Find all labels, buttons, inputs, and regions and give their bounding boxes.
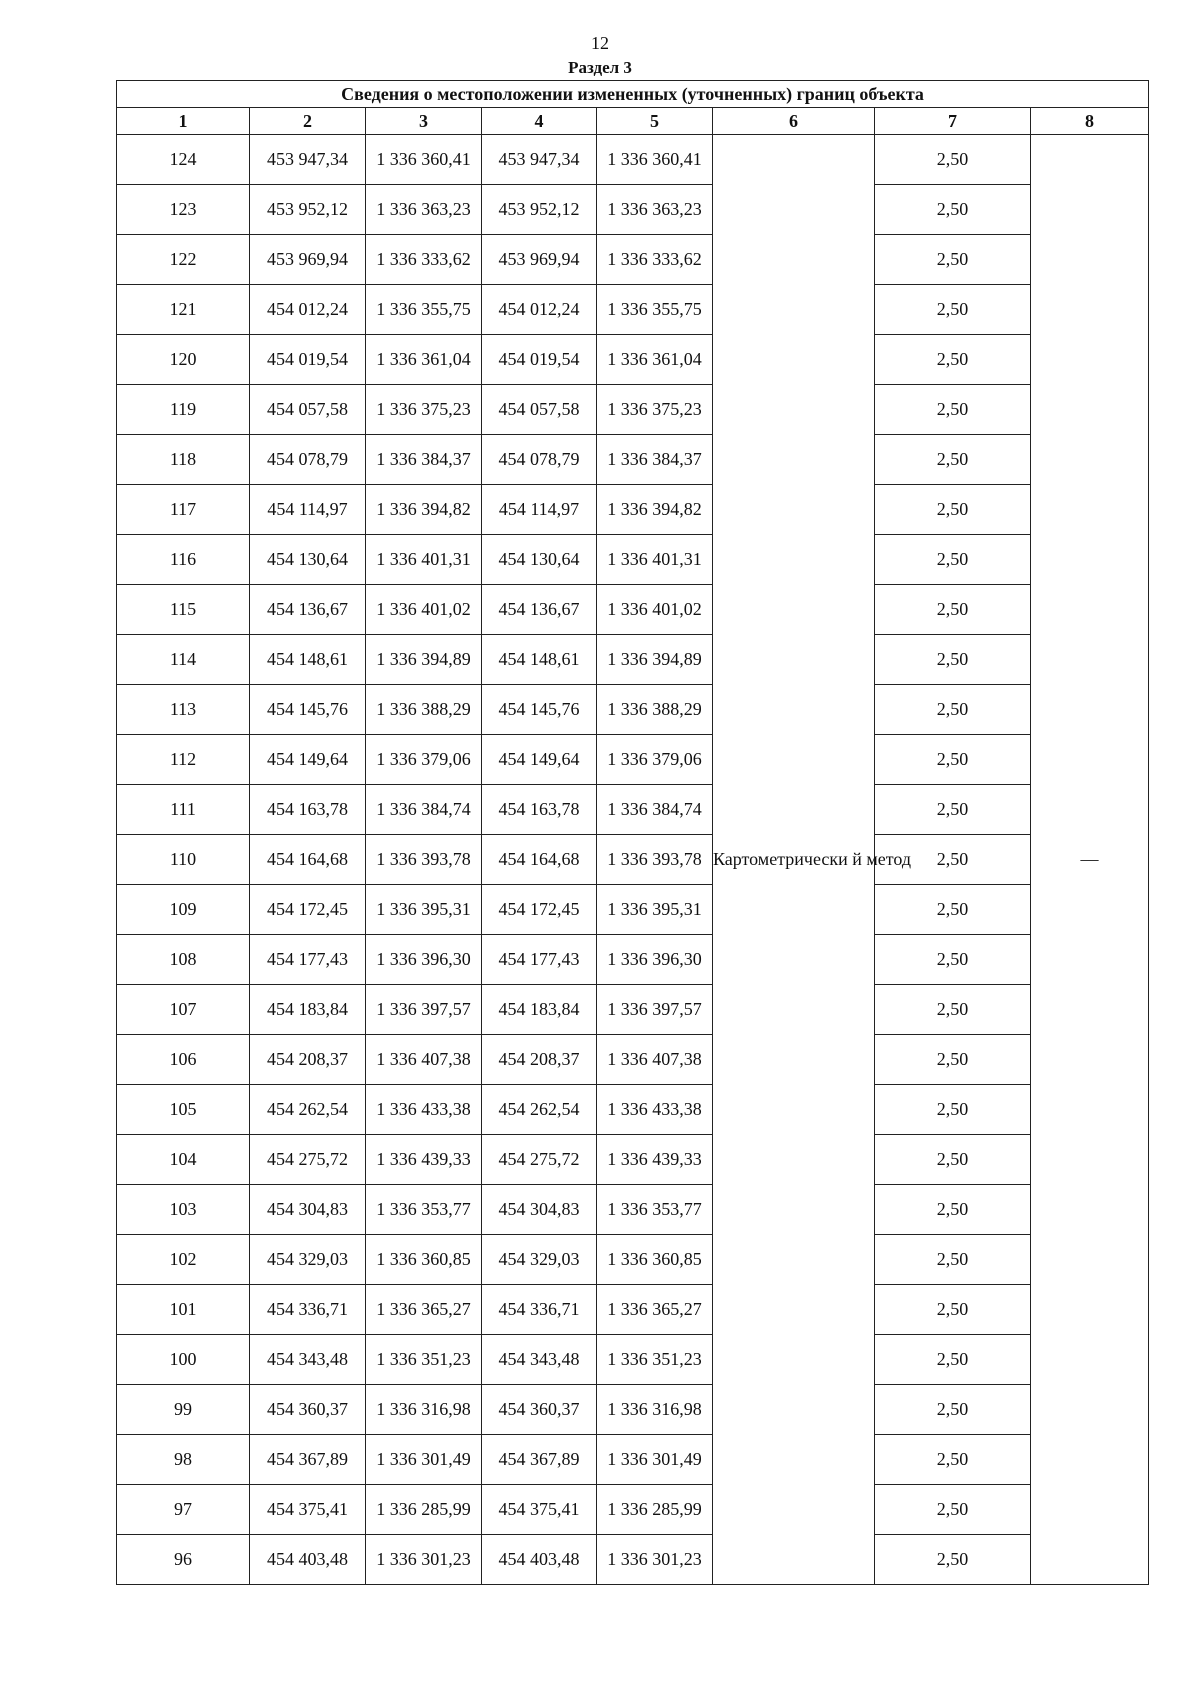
y-coordinate-cell: 1 336 407,38 <box>366 1035 482 1085</box>
y-coordinate-cell: 1 336 433,38 <box>366 1085 482 1135</box>
y-coordinate-cell: 1 336 363,23 <box>366 185 482 235</box>
point-number-cell: 97 <box>117 1485 250 1535</box>
x-coordinate-cell: 454 148,61 <box>250 635 366 685</box>
boundary-table <box>116 80 1149 1585</box>
y-new-coordinate-cell: 1 336 365,27 <box>597 1285 713 1335</box>
x-new-coordinate-cell: 454 057,58 <box>482 385 597 435</box>
accuracy-cell: 2,50 <box>875 385 1031 435</box>
x-new-coordinate-cell: 454 208,37 <box>482 1035 597 1085</box>
x-coordinate-cell: 454 145,76 <box>250 685 366 735</box>
table-row <box>117 1185 1149 1235</box>
accuracy-cell: 2,50 <box>875 935 1031 985</box>
table-row <box>117 1435 1149 1485</box>
y-new-coordinate-cell: 1 336 396,30 <box>597 935 713 985</box>
x-coordinate-cell: 454 130,64 <box>250 535 366 585</box>
table-row <box>117 235 1149 285</box>
x-new-coordinate-cell: 454 164,68 <box>482 835 597 885</box>
y-coordinate-cell: 1 336 395,31 <box>366 885 482 935</box>
point-number-cell: 99 <box>117 1385 250 1435</box>
point-number-cell: 113 <box>117 685 250 735</box>
x-coordinate-cell: 454 403,48 <box>250 1535 366 1585</box>
y-new-coordinate-cell: 1 336 355,75 <box>597 285 713 335</box>
page-number: 12 <box>591 33 609 53</box>
column-number: 5 <box>597 108 713 135</box>
point-number-cell: 114 <box>117 635 250 685</box>
accuracy-cell: 2,50 <box>875 635 1031 685</box>
accuracy-cell: 2,50 <box>875 735 1031 785</box>
x-coordinate-cell: 454 114,97 <box>250 485 366 535</box>
x-new-coordinate-cell: 454 163,78 <box>482 785 597 835</box>
y-coordinate-cell: 1 336 285,99 <box>366 1485 482 1535</box>
x-coordinate-cell: 454 343,48 <box>250 1335 366 1385</box>
table-row <box>117 1235 1149 1285</box>
table-row <box>117 985 1149 1035</box>
table-row <box>117 1535 1149 1585</box>
x-coordinate-cell: 454 164,68 <box>250 835 366 885</box>
y-new-coordinate-cell: 1 336 394,82 <box>597 485 713 535</box>
point-number-cell: 100 <box>117 1335 250 1385</box>
table-row <box>117 885 1149 935</box>
y-new-coordinate-cell: 1 336 301,49 <box>597 1435 713 1485</box>
y-coordinate-cell: 1 336 360,41 <box>366 135 482 185</box>
y-new-coordinate-cell: 1 336 379,06 <box>597 735 713 785</box>
y-coordinate-cell: 1 336 301,23 <box>366 1535 482 1585</box>
table-row <box>117 435 1149 485</box>
x-new-coordinate-cell: 454 304,83 <box>482 1185 597 1235</box>
point-number-cell: 106 <box>117 1035 250 1085</box>
x-new-coordinate-cell: 454 329,03 <box>482 1235 597 1285</box>
x-coordinate-cell: 453 947,34 <box>250 135 366 185</box>
y-coordinate-cell: 1 336 384,37 <box>366 435 482 485</box>
x-new-coordinate-cell: 454 262,54 <box>482 1085 597 1135</box>
point-number-cell: 121 <box>117 285 250 335</box>
accuracy-cell: 2,50 <box>875 585 1031 635</box>
x-coordinate-cell: 454 367,89 <box>250 1435 366 1485</box>
y-new-coordinate-cell: 1 336 401,31 <box>597 535 713 585</box>
table-row <box>117 635 1149 685</box>
y-coordinate-cell: 1 336 355,75 <box>366 285 482 335</box>
accuracy-cell: 2,50 <box>875 235 1031 285</box>
table-row <box>117 135 1149 185</box>
x-new-coordinate-cell: 454 019,54 <box>482 335 597 385</box>
point-number-cell: 124 <box>117 135 250 185</box>
x-coordinate-cell: 454 012,24 <box>250 285 366 335</box>
y-coordinate-cell: 1 336 393,78 <box>366 835 482 885</box>
y-new-coordinate-cell: 1 336 316,98 <box>597 1385 713 1435</box>
y-coordinate-cell: 1 336 388,29 <box>366 685 482 735</box>
y-coordinate-cell: 1 336 333,62 <box>366 235 482 285</box>
x-coordinate-cell: 454 208,37 <box>250 1035 366 1085</box>
accuracy-cell: 2,50 <box>875 1085 1031 1135</box>
point-number-cell: 120 <box>117 335 250 385</box>
y-new-coordinate-cell: 1 336 375,23 <box>597 385 713 435</box>
x-coordinate-cell: 453 969,94 <box>250 235 366 285</box>
column-number: 4 <box>482 108 597 135</box>
x-new-coordinate-cell: 454 012,24 <box>482 285 597 335</box>
accuracy-cell: 2,50 <box>875 485 1031 535</box>
x-coordinate-cell: 454 078,79 <box>250 435 366 485</box>
x-coordinate-cell: 454 163,78 <box>250 785 366 835</box>
point-number-cell: 116 <box>117 535 250 585</box>
x-new-coordinate-cell: 453 952,12 <box>482 185 597 235</box>
x-coordinate-cell: 454 329,03 <box>250 1235 366 1285</box>
y-new-coordinate-cell: 1 336 361,04 <box>597 335 713 385</box>
x-coordinate-cell: 454 262,54 <box>250 1085 366 1135</box>
table-row <box>117 385 1149 435</box>
accuracy-cell: 2,50 <box>875 1135 1031 1185</box>
table-body <box>117 135 1149 1585</box>
point-number-cell: 122 <box>117 235 250 285</box>
point-number-cell: 123 <box>117 185 250 235</box>
accuracy-cell: 2,50 <box>875 1385 1031 1435</box>
y-coordinate-cell: 1 336 301,49 <box>366 1435 482 1485</box>
section-title: Раздел 3 <box>568 58 632 77</box>
x-coordinate-cell: 454 149,64 <box>250 735 366 785</box>
accuracy-cell: 2,50 <box>875 135 1031 185</box>
y-coordinate-cell: 1 336 401,31 <box>366 535 482 585</box>
point-number-cell: 115 <box>117 585 250 635</box>
y-coordinate-cell: 1 336 397,57 <box>366 985 482 1035</box>
y-coordinate-cell: 1 336 365,27 <box>366 1285 482 1335</box>
x-coordinate-cell: 454 336,71 <box>250 1285 366 1335</box>
table-row <box>117 1385 1149 1435</box>
x-new-coordinate-cell: 454 114,97 <box>482 485 597 535</box>
x-coordinate-cell: 454 019,54 <box>250 335 366 385</box>
x-new-coordinate-cell: 454 275,72 <box>482 1135 597 1185</box>
y-new-coordinate-cell: 1 336 394,89 <box>597 635 713 685</box>
y-new-coordinate-cell: 1 336 384,37 <box>597 435 713 485</box>
point-number-cell: 108 <box>117 935 250 985</box>
accuracy-cell: 2,50 <box>875 1235 1031 1285</box>
y-new-coordinate-cell: 1 336 388,29 <box>597 685 713 735</box>
note-cell: — <box>1031 135 1149 1585</box>
accuracy-cell: 2,50 <box>875 1035 1031 1085</box>
x-new-coordinate-cell: 454 172,45 <box>482 885 597 935</box>
y-new-coordinate-cell: 1 336 301,23 <box>597 1535 713 1585</box>
x-coordinate-cell: 454 375,41 <box>250 1485 366 1535</box>
x-new-coordinate-cell: 454 130,64 <box>482 535 597 585</box>
x-new-coordinate-cell: 454 078,79 <box>482 435 597 485</box>
x-coordinate-cell: 454 177,43 <box>250 935 366 985</box>
y-new-coordinate-cell: 1 336 407,38 <box>597 1035 713 1085</box>
column-number: 2 <box>250 108 366 135</box>
accuracy-cell: 2,50 <box>875 685 1031 735</box>
column-number: 6 <box>713 108 875 135</box>
x-new-coordinate-cell: 454 148,61 <box>482 635 597 685</box>
column-number: 3 <box>366 108 482 135</box>
y-new-coordinate-cell: 1 336 401,02 <box>597 585 713 635</box>
point-number-cell: 111 <box>117 785 250 835</box>
table-row <box>117 285 1149 335</box>
x-new-coordinate-cell: 454 367,89 <box>482 1435 597 1485</box>
y-new-coordinate-cell: 1 336 333,62 <box>597 235 713 285</box>
accuracy-cell: 2,50 <box>875 1335 1031 1385</box>
y-coordinate-cell: 1 336 375,23 <box>366 385 482 435</box>
table-row <box>117 485 1149 535</box>
table-row <box>117 1285 1149 1335</box>
point-number-cell: 98 <box>117 1435 250 1485</box>
point-number-cell: 109 <box>117 885 250 935</box>
accuracy-cell: 2,50 <box>875 185 1031 235</box>
x-new-coordinate-cell: 453 969,94 <box>482 235 597 285</box>
x-coordinate-cell: 454 172,45 <box>250 885 366 935</box>
x-new-coordinate-cell: 454 149,64 <box>482 735 597 785</box>
y-new-coordinate-cell: 1 336 363,23 <box>597 185 713 235</box>
y-new-coordinate-cell: 1 336 393,78 <box>597 835 713 885</box>
accuracy-cell: 2,50 <box>875 985 1031 1035</box>
point-number-cell: 101 <box>117 1285 250 1335</box>
accuracy-cell: 2,50 <box>875 1285 1031 1335</box>
y-new-coordinate-cell: 1 336 397,57 <box>597 985 713 1035</box>
x-new-coordinate-cell: 454 403,48 <box>482 1535 597 1585</box>
point-number-cell: 117 <box>117 485 250 535</box>
y-coordinate-cell: 1 336 439,33 <box>366 1135 482 1185</box>
accuracy-cell: 2,50 <box>875 1535 1031 1585</box>
x-coordinate-cell: 454 304,83 <box>250 1185 366 1235</box>
point-number-cell: 104 <box>117 1135 250 1185</box>
caption-row <box>117 81 1149 108</box>
y-coordinate-cell: 1 336 394,82 <box>366 485 482 535</box>
table-row <box>117 1485 1149 1535</box>
x-new-coordinate-cell: 454 375,41 <box>482 1485 597 1535</box>
table-row <box>117 1085 1149 1135</box>
table-row <box>117 785 1149 835</box>
accuracy-cell: 2,50 <box>875 285 1031 335</box>
table-row <box>117 1035 1149 1085</box>
point-number-cell: 103 <box>117 1185 250 1235</box>
y-new-coordinate-cell: 1 336 360,41 <box>597 135 713 185</box>
accuracy-cell: 2,50 <box>875 1435 1031 1485</box>
point-number-cell: 105 <box>117 1085 250 1135</box>
accuracy-cell: 2,50 <box>875 1485 1031 1535</box>
table-row <box>117 935 1149 985</box>
y-coordinate-cell: 1 336 401,02 <box>366 585 482 635</box>
y-new-coordinate-cell: 1 336 439,33 <box>597 1135 713 1185</box>
x-new-coordinate-cell: 454 336,71 <box>482 1285 597 1335</box>
table-row <box>117 1335 1149 1385</box>
accuracy-cell: 2,50 <box>875 535 1031 585</box>
x-coordinate-cell: 454 360,37 <box>250 1385 366 1435</box>
point-number-cell: 110 <box>117 835 250 885</box>
y-coordinate-cell: 1 336 396,30 <box>366 935 482 985</box>
x-coordinate-cell: 454 136,67 <box>250 585 366 635</box>
table-row <box>117 185 1149 235</box>
accuracy-cell: 2,50 <box>875 785 1031 835</box>
table-caption: Сведения о местоположении измененных (уточненных) границ объекта <box>117 81 1149 108</box>
y-coordinate-cell: 1 336 394,89 <box>366 635 482 685</box>
y-new-coordinate-cell: 1 336 351,23 <box>597 1335 713 1385</box>
accuracy-cell: 2,50 <box>875 435 1031 485</box>
column-number: 1 <box>117 108 250 135</box>
y-coordinate-cell: 1 336 360,85 <box>366 1235 482 1285</box>
y-new-coordinate-cell: 1 336 395,31 <box>597 885 713 935</box>
x-new-coordinate-cell: 453 947,34 <box>482 135 597 185</box>
y-coordinate-cell: 1 336 361,04 <box>366 335 482 385</box>
y-coordinate-cell: 1 336 379,06 <box>366 735 482 785</box>
y-new-coordinate-cell: 1 336 285,99 <box>597 1485 713 1535</box>
x-coordinate-cell: 454 183,84 <box>250 985 366 1035</box>
point-number-cell: 102 <box>117 1235 250 1285</box>
y-new-coordinate-cell: 1 336 353,77 <box>597 1185 713 1235</box>
x-coordinate-cell: 454 057,58 <box>250 385 366 435</box>
table-row <box>117 585 1149 635</box>
x-new-coordinate-cell: 454 177,43 <box>482 935 597 985</box>
table-row <box>117 1135 1149 1185</box>
point-number-cell: 96 <box>117 1535 250 1585</box>
y-coordinate-cell: 1 336 316,98 <box>366 1385 482 1435</box>
table-row <box>117 535 1149 585</box>
y-coordinate-cell: 1 336 351,23 <box>366 1335 482 1385</box>
point-number-cell: 107 <box>117 985 250 1035</box>
column-number-row <box>117 108 1149 135</box>
column-number: 8 <box>1031 108 1149 135</box>
y-coordinate-cell: 1 336 384,74 <box>366 785 482 835</box>
point-number-cell: 118 <box>117 435 250 485</box>
method-cell: Картометрически й метод <box>713 135 875 1585</box>
column-number: 7 <box>875 108 1031 135</box>
y-new-coordinate-cell: 1 336 384,74 <box>597 785 713 835</box>
y-new-coordinate-cell: 1 336 360,85 <box>597 1235 713 1285</box>
table-row <box>117 685 1149 735</box>
y-new-coordinate-cell: 1 336 433,38 <box>597 1085 713 1135</box>
accuracy-cell: 2,50 <box>875 835 1031 885</box>
accuracy-cell: 2,50 <box>875 1185 1031 1235</box>
accuracy-cell: 2,50 <box>875 885 1031 935</box>
table-row <box>117 735 1149 785</box>
y-coordinate-cell: 1 336 353,77 <box>366 1185 482 1235</box>
x-new-coordinate-cell: 454 360,37 <box>482 1385 597 1435</box>
x-coordinate-cell: 453 952,12 <box>250 185 366 235</box>
accuracy-cell: 2,50 <box>875 335 1031 385</box>
x-new-coordinate-cell: 454 343,48 <box>482 1335 597 1385</box>
x-new-coordinate-cell: 454 136,67 <box>482 585 597 635</box>
x-new-coordinate-cell: 454 145,76 <box>482 685 597 735</box>
table-row <box>117 835 1149 885</box>
point-number-cell: 112 <box>117 735 250 785</box>
x-coordinate-cell: 454 275,72 <box>250 1135 366 1185</box>
table-row <box>117 335 1149 385</box>
point-number-cell: 119 <box>117 385 250 435</box>
x-new-coordinate-cell: 454 183,84 <box>482 985 597 1035</box>
